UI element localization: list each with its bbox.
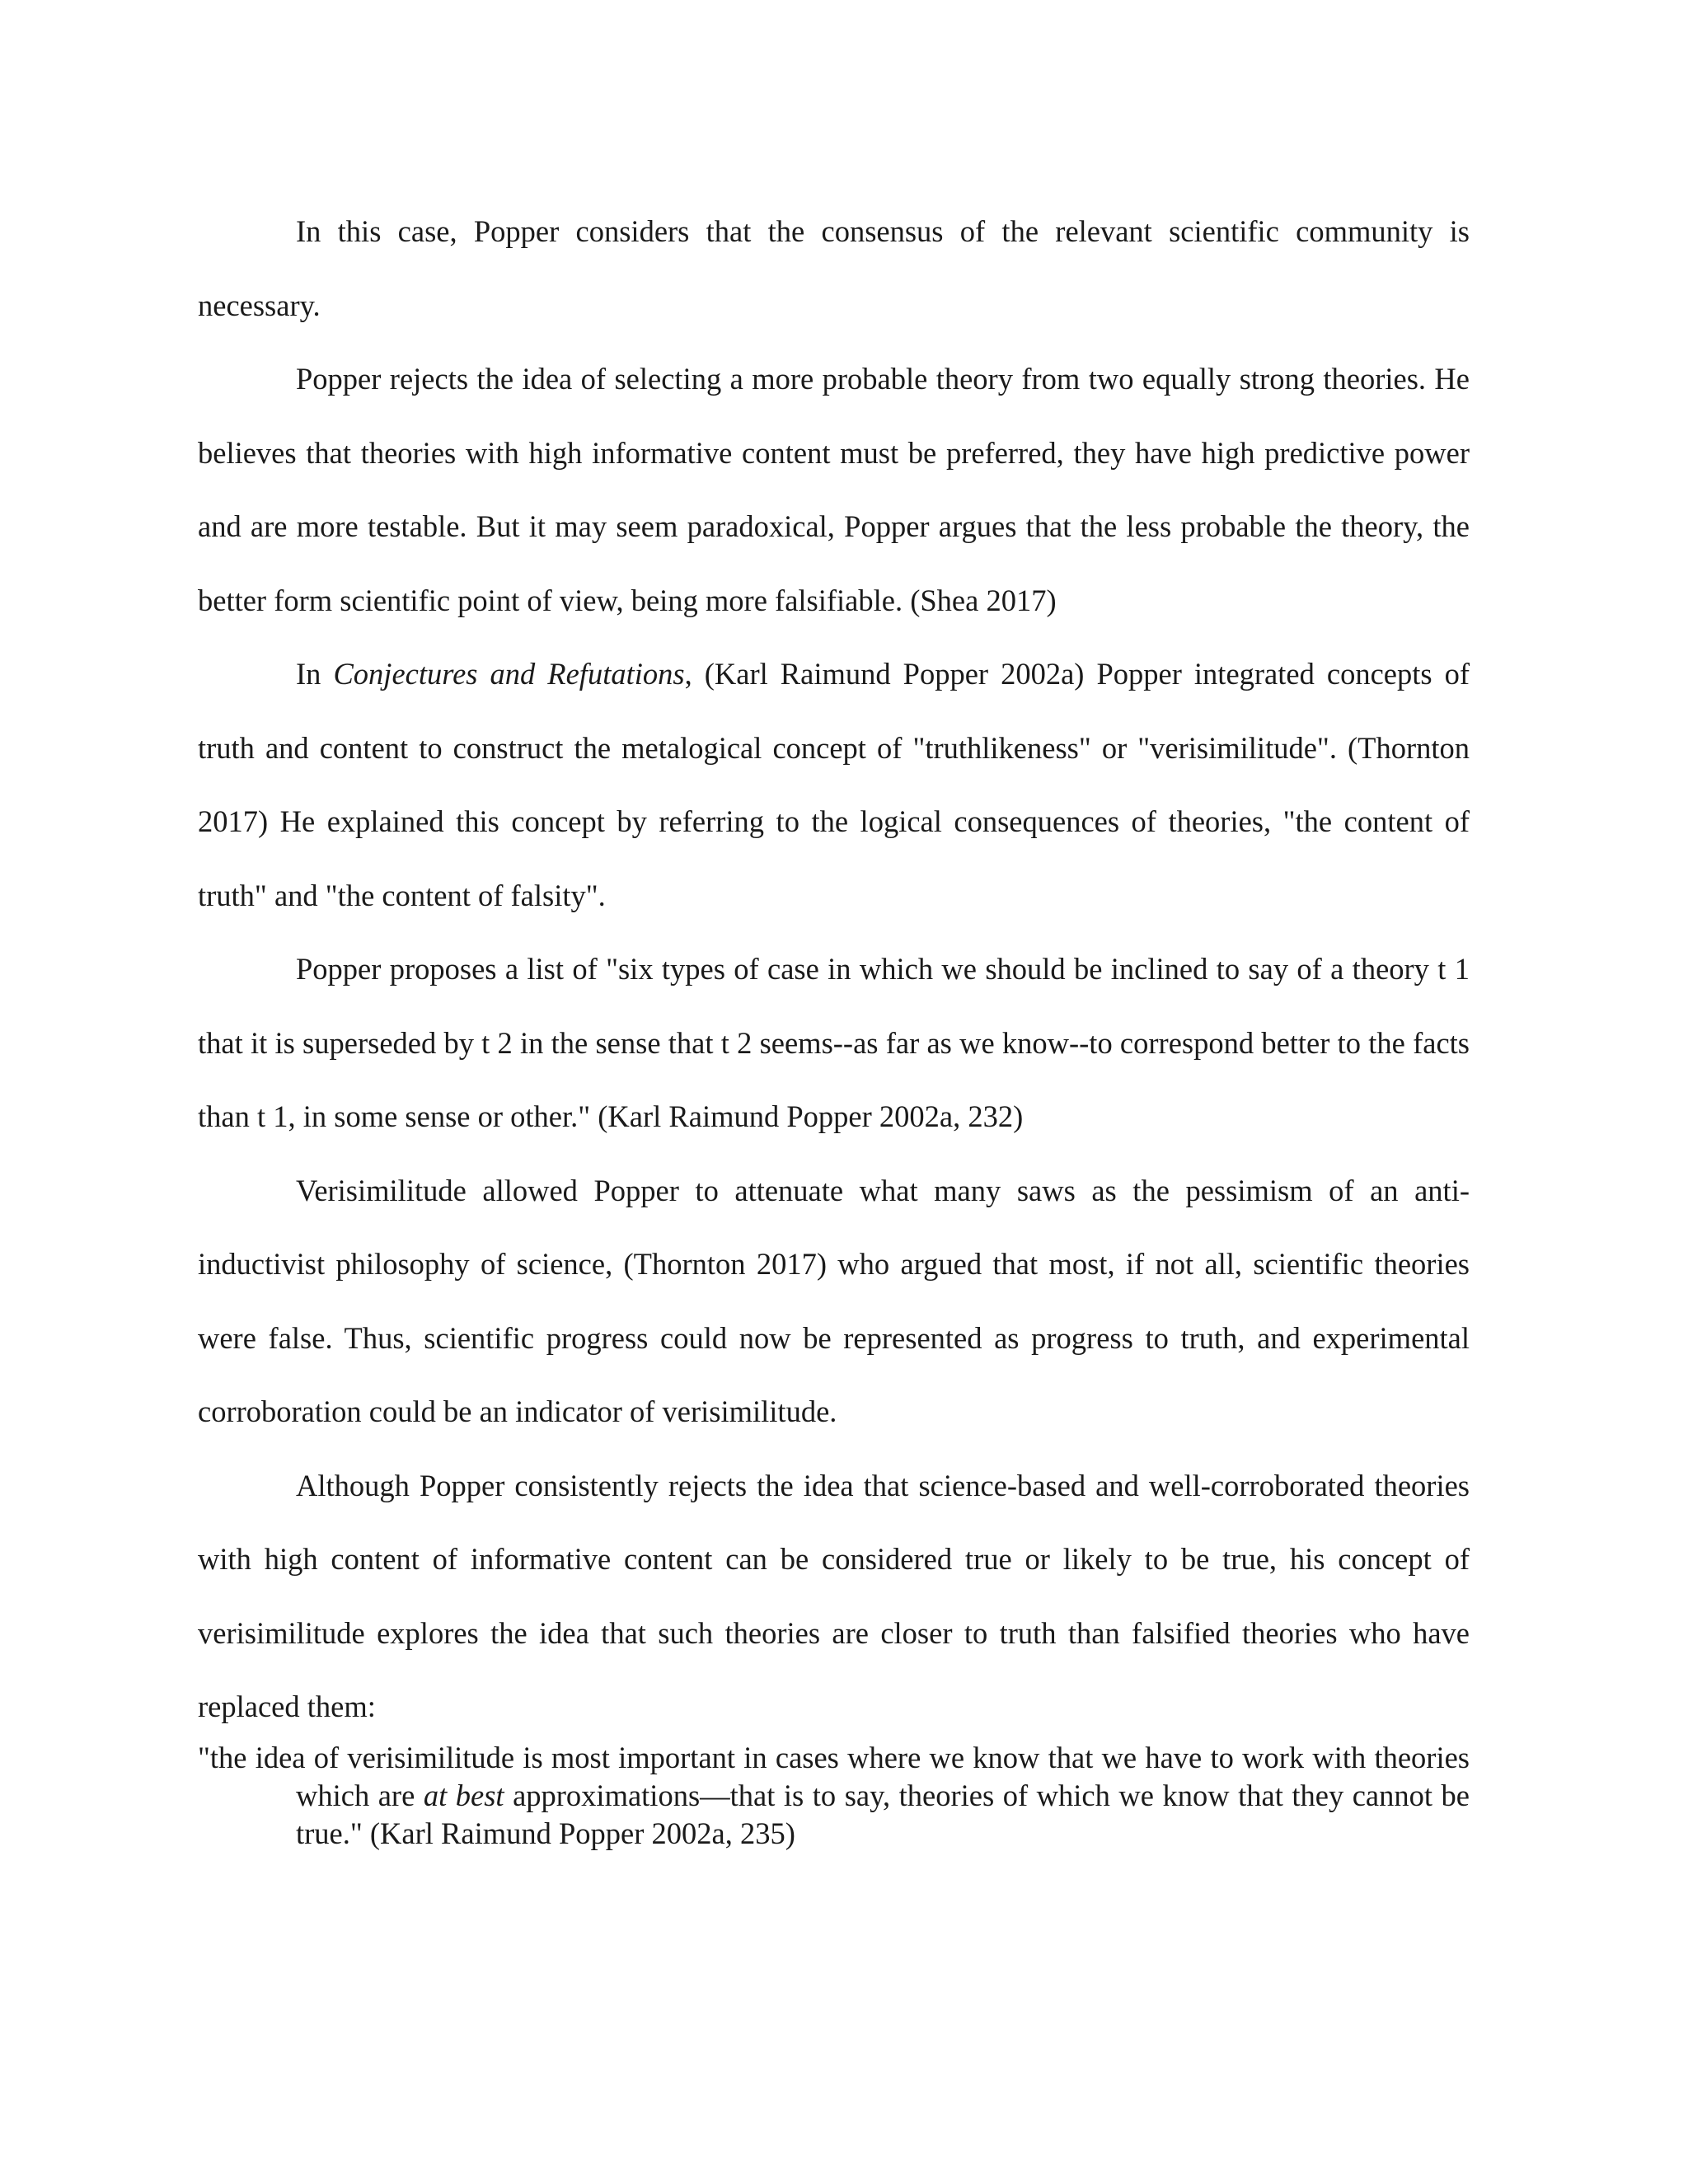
paragraph-text-after-title: , (Karl Raimund Popper 2002a) Popper integrated concepts of truth and content to construct the metalogical concept of "truthlikeness" or "verisimilitude". (Thornton 2017) He explained this concept by referring to the logical consequences of theories, "the content of truth" and "the content of falsity". [198, 657, 1470, 912]
quote-text-after-emphasis: approximations—that is to say, theories of which we know that they cannot be true." (Karl Raimund Popper 2002a, 235) [296, 1779, 1470, 1850]
quote-text-before-emphasis: "the idea of verisimilitude is most important in cases where we know that we have to work with theories which are [198, 1741, 1470, 1812]
paragraph-probable-theory: Popper rejects the idea of selecting a more probable theory from two equally strong theories. He believes that theories with high informative content must be preferred, they have high predictive power and are more testable. But it may seem paradoxical, Popper argues that the less probable the theory, the better form scientific point of view, being more falsifiable. (Shea 2017) [198, 362, 1470, 617]
paragraph-six-types: Popper proposes a list of "six types of case in which we should be inclined to say of a theory t 1 that it is superseded by t 2 in the sense that t 2 seems--as far as we know--to correspond better to the facts than t 1, in some sense or other." (Karl Raimund Popper 2002a, 232) [198, 952, 1470, 1133]
block-quote [198, 1739, 1470, 1853]
book-title: Conjectures and Refutations [333, 657, 685, 691]
paragraph-closer-to-truth: Although Popper consistently rejects the idea that science-based and well-corroborated theories with high content of informative content can be considered true or likely to be true, his concept of verisimilitude explores the idea that such theories are closer to truth than falsified theories who have replaced them: [198, 1468, 1470, 1723]
document-body [198, 194, 1470, 1744]
paragraph-verisimilitude-pessimism: Verisimilitude allowed Popper to attenuate what many saws as the pessimism of an anti-inductivist philosophy of science, (Thornton 2017) who argued that most, if not all, scientific theories were false. Thus, scientific progress could now be represented as progress to truth, and experimental corroboration could be an indicator of verisimilitude. [198, 1173, 1470, 1428]
paragraph-conjectures-and-refutations [198, 637, 1470, 932]
paragraph-text-before-title: In [296, 657, 334, 691]
paragraph-consensus: In this case, Popper considers that the consensus of the relevant scientific community is necessary. [198, 214, 1470, 322]
quote-emphasis: at best [423, 1779, 504, 1812]
